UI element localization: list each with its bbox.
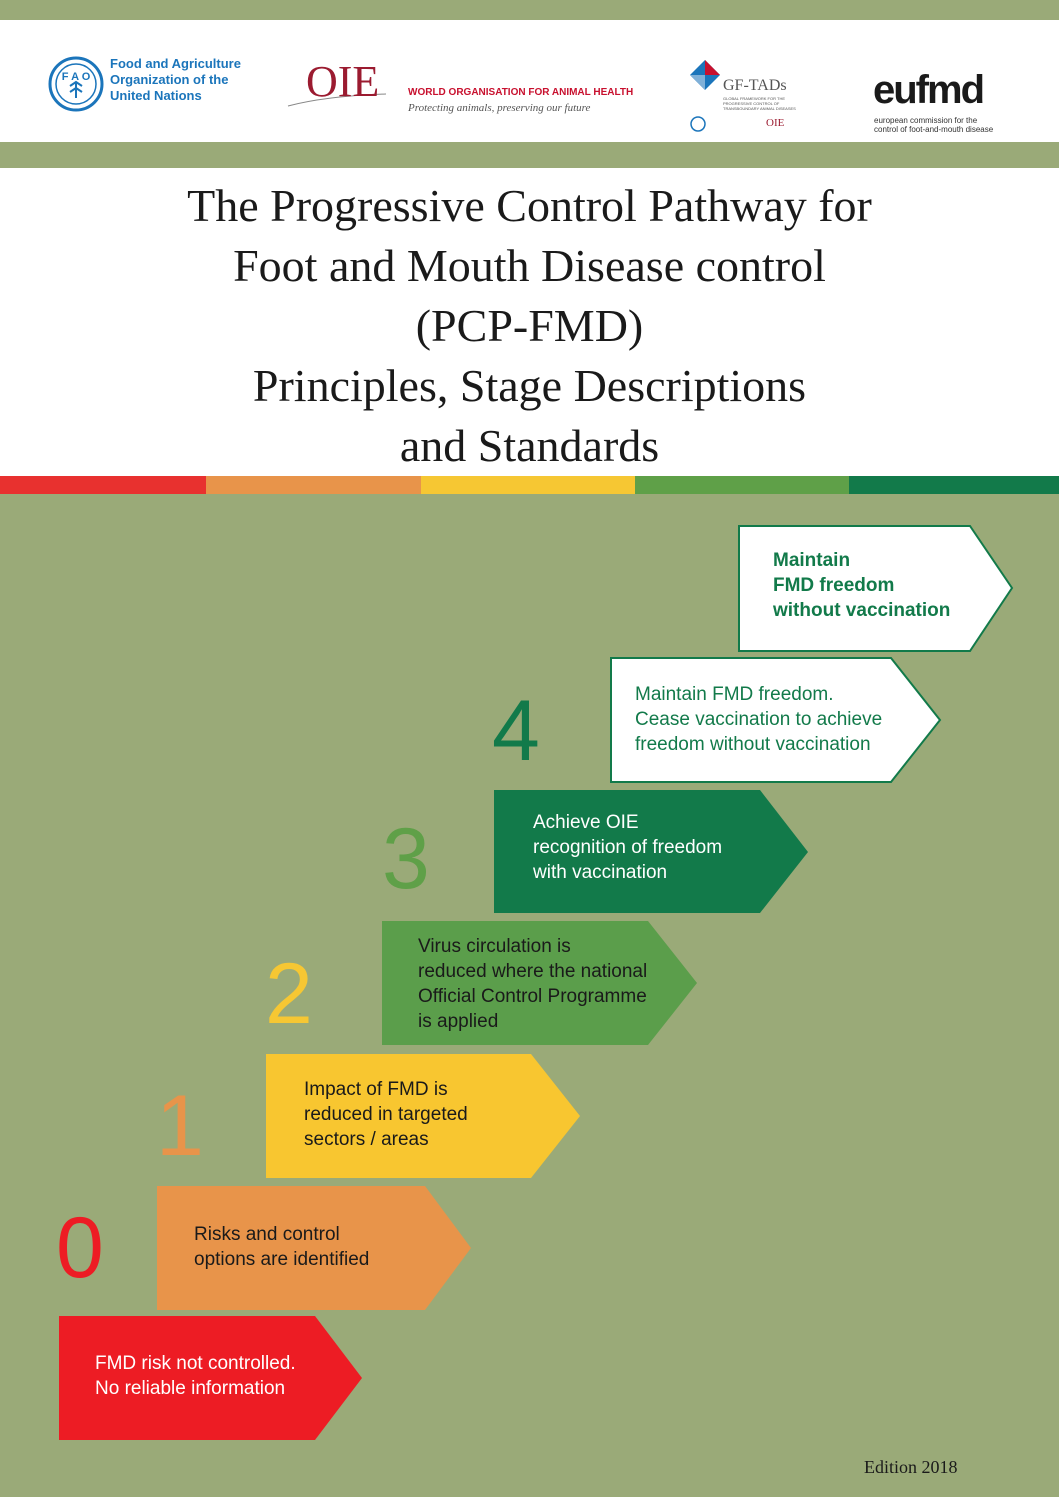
stage-text-5-line-2: Cease vaccination to achieve bbox=[635, 709, 883, 730]
eufmd-subtitle-line-2: control of foot-and-mouth disease bbox=[874, 125, 994, 134]
stage-text-4-line-3: with vaccination bbox=[533, 862, 668, 883]
stage-number-4: 4 bbox=[492, 683, 540, 779]
eufmd-subtitle-line-1: european commission for the bbox=[874, 116, 978, 125]
stage-text-0 bbox=[95, 1351, 296, 1401]
stage-text-0-line-2: No reliable information bbox=[95, 1378, 286, 1399]
fao-name-line-2: Organization of the bbox=[110, 72, 229, 87]
svg-text:OIE: OIE bbox=[766, 117, 784, 128]
fao-name-line-3: United Nations bbox=[110, 88, 202, 103]
title-line-1: The Progressive Control Pathway for bbox=[187, 180, 872, 231]
stage-text-1-line-2: options are identified bbox=[194, 1249, 370, 1270]
stage-text-6-line-3: without vaccination bbox=[773, 600, 951, 621]
stage-text-3-line-4: is applied bbox=[418, 1011, 499, 1032]
oie-logo-text: OIE bbox=[306, 58, 380, 106]
gftads-subtitle: GLOBAL FRAMEWORK FOR THE PROGRESSIVE CONTROL OF TRANSBOUNDARY ANIMAL DISEASES bbox=[723, 96, 796, 111]
title-line-5: and Standards bbox=[399, 420, 660, 471]
stage-text-3-line-3: Official Control Programme bbox=[418, 986, 647, 1007]
stage-text-2 bbox=[304, 1077, 468, 1152]
stage-text-5-line-1: Maintain FMD freedom. bbox=[635, 684, 834, 705]
stage-text-2-line-2: reduced in targeted bbox=[304, 1104, 468, 1125]
stage-text-5 bbox=[635, 682, 882, 757]
stage-text-5-line-3: freedom without vaccination bbox=[635, 734, 871, 755]
stage-text-3-line-1: Virus circulation is bbox=[418, 936, 571, 957]
stage-number-2: 2 bbox=[265, 946, 313, 1042]
stage-number-0: 0 bbox=[56, 1200, 104, 1296]
fao-name-line-1: Food and Agriculture bbox=[110, 56, 241, 71]
stage-number-1: 1 bbox=[156, 1078, 204, 1174]
eufmd-logo: eufmd bbox=[873, 68, 983, 112]
edition-label: Edition 2018 bbox=[864, 1457, 958, 1477]
title-line-3: (PCP-FMD) bbox=[415, 300, 644, 351]
stage-text-6-line-1: Maintain bbox=[773, 550, 851, 571]
stage-text-4 bbox=[533, 810, 722, 885]
stage-text-4-line-1: Achieve OIE bbox=[533, 812, 639, 833]
title-line-4: Principles, Stage Descriptions bbox=[252, 360, 807, 411]
stage-number-3: 3 bbox=[382, 811, 430, 907]
stage-text-2-line-1: Impact of FMD is bbox=[304, 1079, 448, 1100]
oie-tagline: Protecting animals, preserving our future bbox=[408, 102, 591, 114]
stage-text-1 bbox=[194, 1222, 369, 1272]
svg-text:F A O: F A O bbox=[61, 71, 91, 83]
oie-name: WORLD ORGANISATION FOR ANIMAL HEALTH bbox=[408, 87, 634, 98]
stage-text-2-line-3: sectors / areas bbox=[304, 1129, 429, 1150]
stage-text-3 bbox=[418, 934, 647, 1034]
stage-text-6-line-2: FMD freedom bbox=[773, 575, 895, 596]
stage-text-0-line-1: FMD risk not controlled. bbox=[95, 1353, 296, 1374]
stage-text-6 bbox=[773, 548, 950, 623]
title-line-2: Foot and Mouth Disease control bbox=[233, 240, 826, 291]
gftads-title: GF-TADs bbox=[723, 77, 787, 94]
stage-text-1-line-1: Risks and control bbox=[194, 1224, 340, 1245]
stage-text-3-line-2: reduced where the national bbox=[418, 961, 648, 982]
stage-text-4-line-2: recognition of freedom bbox=[533, 837, 723, 858]
